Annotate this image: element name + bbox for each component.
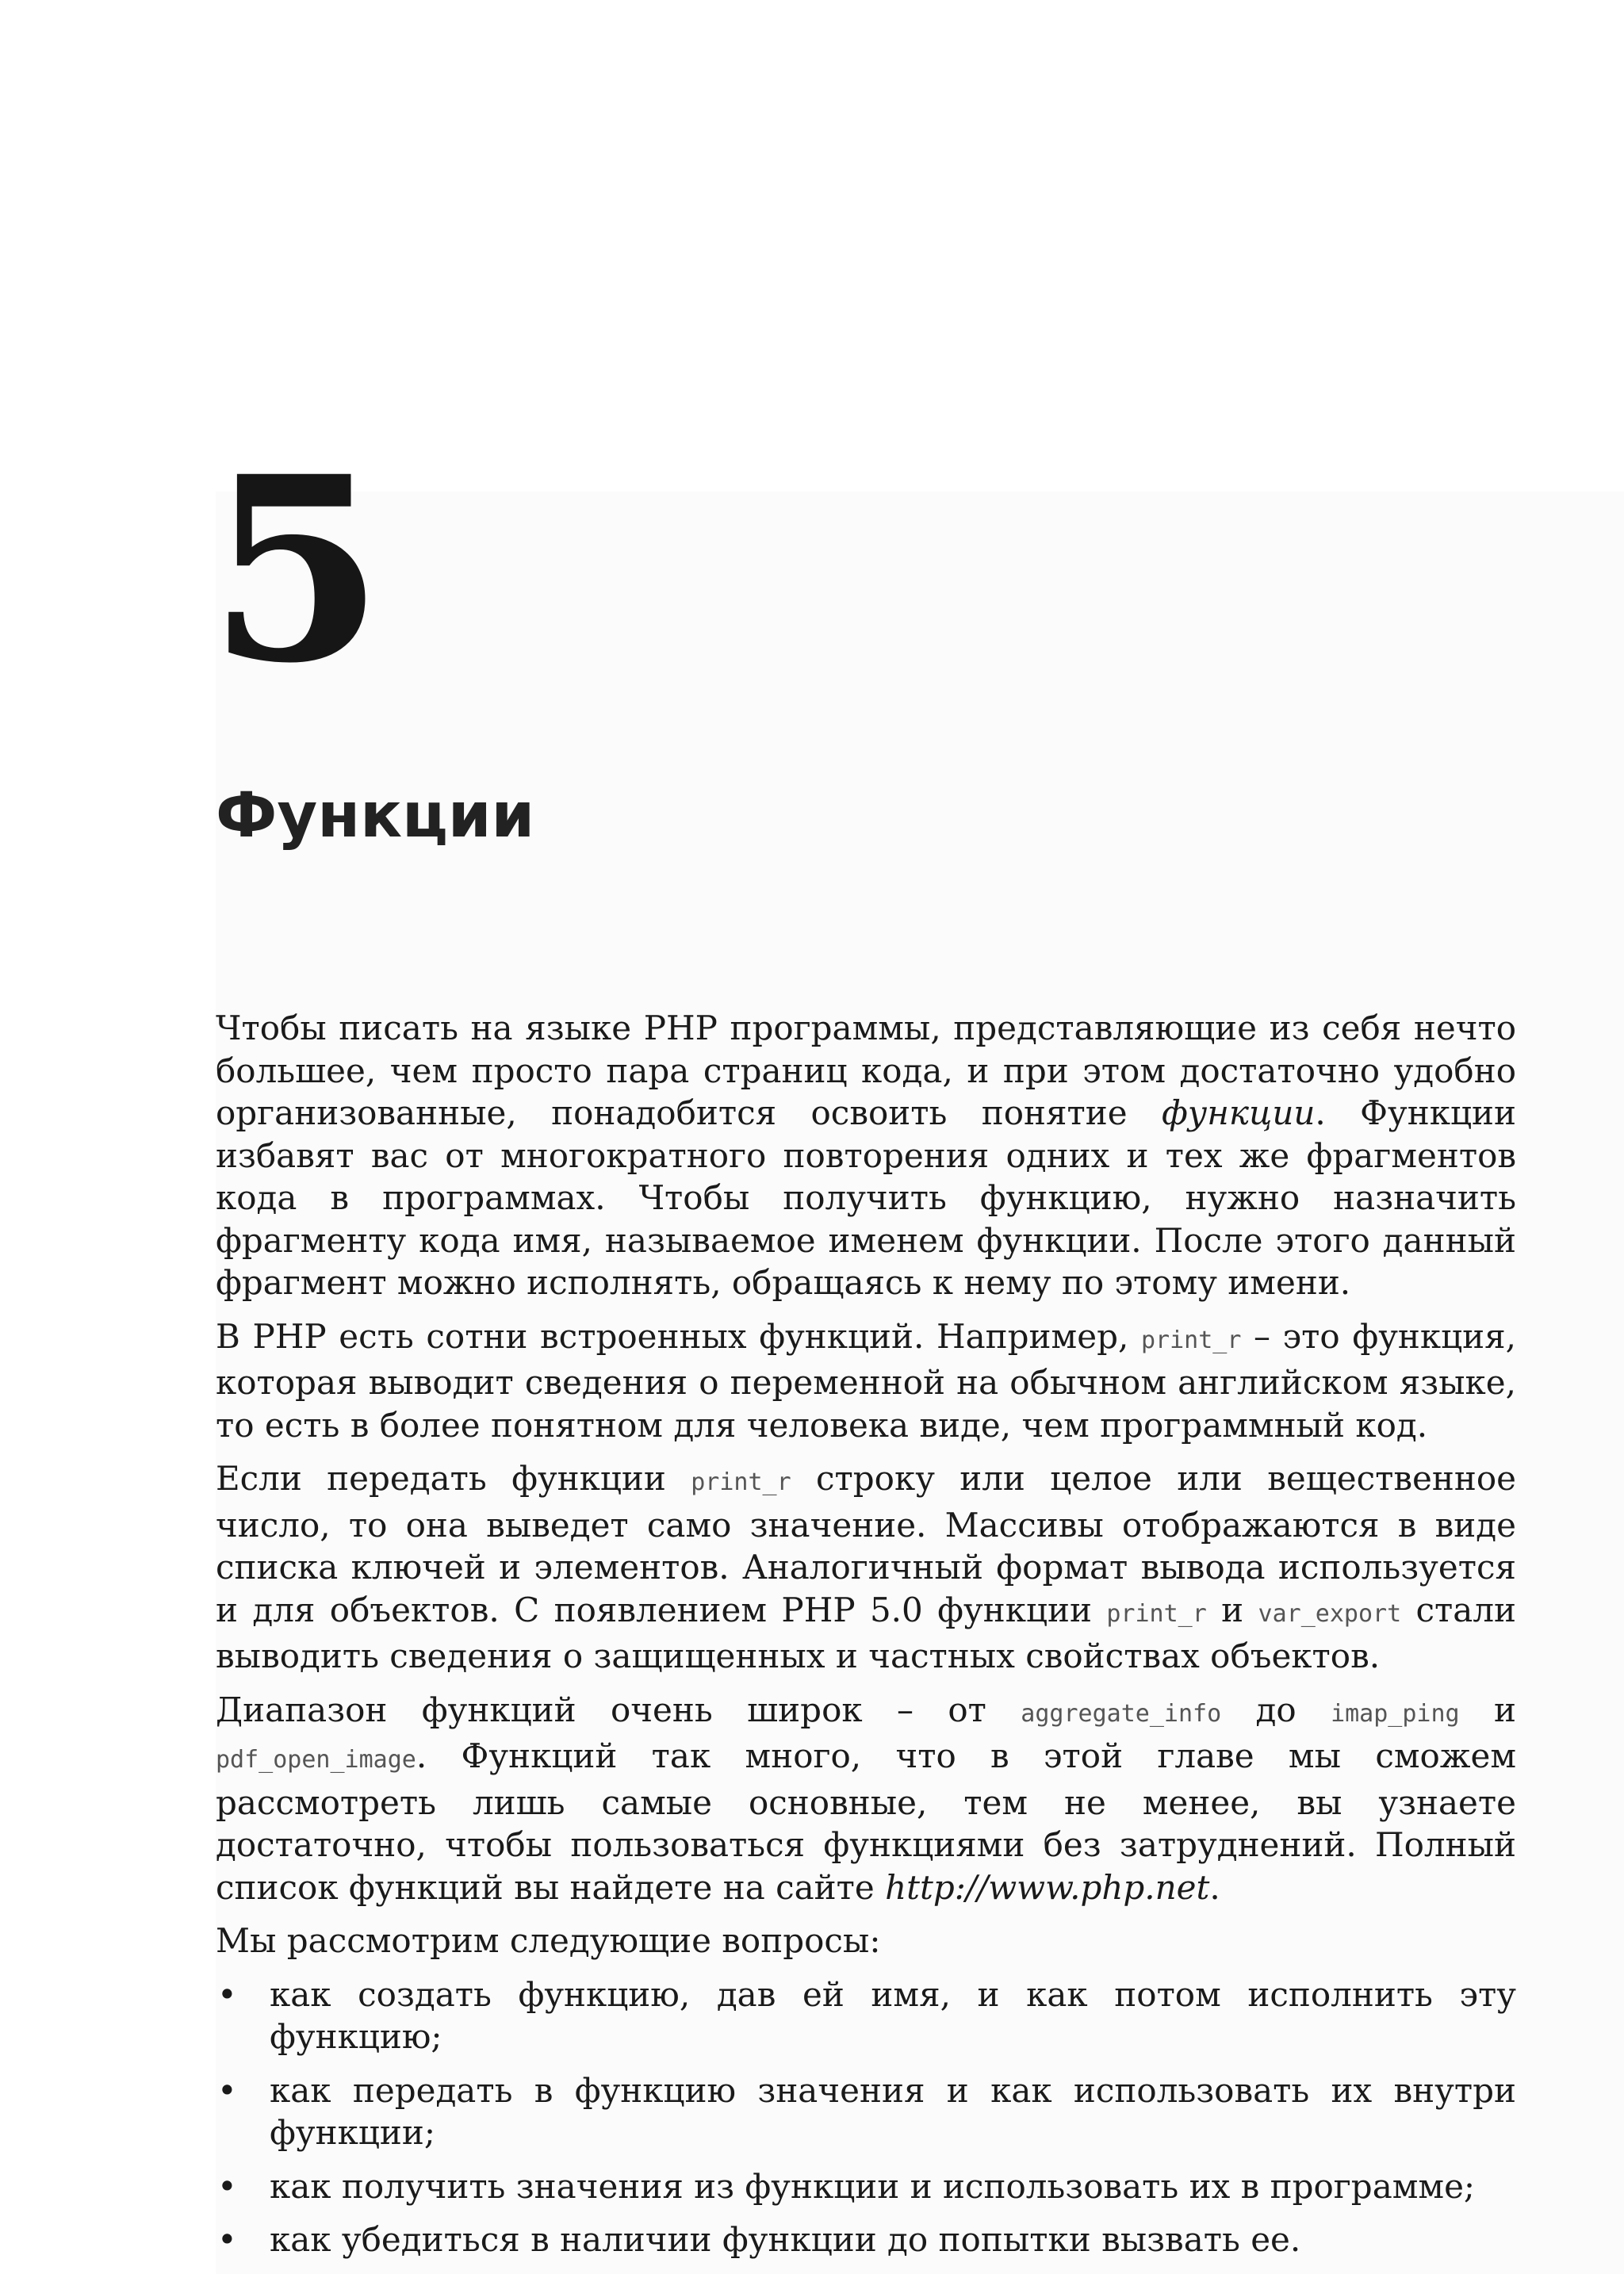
intro-paragraph-4 bbox=[216, 1689, 1516, 1909]
intro-p2-text-a: В PHP есть сотни встроенных функций. Например, bbox=[216, 1316, 1141, 1356]
intro-p4-text-d: . Функций так много, что в этой главе мы сможем рассмотреть лишь самые основные, тем не менее, вы узнаете достаточно, чтобы пользоваться функциями без затруднений. Полный список функций вы найдете на сайте bbox=[216, 1736, 1516, 1907]
list-item bbox=[216, 2069, 1516, 2154]
intro-p3-code-2: print_r bbox=[1106, 1599, 1207, 1628]
bullet-icon: • bbox=[217, 2166, 237, 2206]
list-item-text: как создать функцию, дав ей имя, и как потом исполнить эту функцию; bbox=[270, 1974, 1516, 2056]
intro-paragraph-5: Мы рассмотрим следующие вопросы: bbox=[216, 1921, 881, 1960]
intro-paragraph-3 bbox=[216, 1457, 1516, 1678]
chapter-title: Функции bbox=[216, 780, 535, 852]
intro-p1-term: функции bbox=[1162, 1093, 1316, 1132]
intro-p3-text-d: стали выводить сведения о защищенных и частных свойствах объектов. bbox=[216, 1590, 1516, 1675]
list-item bbox=[216, 2218, 1516, 2261]
intro-p2-code: print_r bbox=[1140, 1326, 1242, 1354]
chapter-intro bbox=[216, 1007, 1516, 2272]
list-item-text: как получить значения из функции и использовать их в программе; bbox=[270, 2166, 1476, 2206]
topics-list bbox=[216, 1973, 1516, 2261]
list-item-text: как передать в функцию значения и как использовать их внутри функции; bbox=[270, 2070, 1516, 2152]
intro-p3-text-b: строку или целое или вещественное число, то она выведет само значение. Массивы отображаются в виде списка ключей и элементов. Аналогичный формат вывода используется и для объектов. С появлением PHP 5.0 функции bbox=[216, 1459, 1516, 1629]
intro-p4-code-1: aggregate_info bbox=[1021, 1699, 1222, 1728]
intro-p3-code-3: var_export bbox=[1258, 1599, 1402, 1628]
intro-paragraph-2 bbox=[216, 1315, 1516, 1447]
bullet-icon: • bbox=[217, 2220, 237, 2259]
list-item bbox=[216, 1973, 1516, 2058]
bullet-icon: • bbox=[217, 2070, 237, 2110]
list-item bbox=[216, 2165, 1516, 2208]
bullet-icon: • bbox=[217, 1974, 237, 2014]
php-net-link[interactable]: http://www.php.net bbox=[885, 1867, 1210, 1907]
intro-p3-text-c: и bbox=[1206, 1590, 1258, 1629]
list-item-text: как убедиться в наличии функции до попытки вызвать ее. bbox=[270, 2220, 1301, 2259]
intro-p3-code-1: print_r bbox=[691, 1468, 791, 1496]
intro-p4-text-c: и bbox=[1459, 1690, 1516, 1729]
intro-p3-text-a: Если передать функции bbox=[216, 1459, 691, 1498]
intro-p2-text-b: – это функция, которая выводит сведения о переменной на обычном английском языке, то есть в более понятном для человека виде, чем программный код. bbox=[216, 1316, 1517, 1445]
intro-p1-text-b: . Функции избавят вас от многократного повторения одних и тех же фрагментов кода в программах. Чтобы получить функцию, нужно назначить фрагменту кода имя, называемое именем функции. После этого данный фрагмент можно исполнять, обращаясь к нему по этому имени. bbox=[216, 1093, 1516, 1302]
intro-p1-text-a: Чтобы писать на языке PHP программы, представляющие из себя нечто большее, чем просто пара страниц кода, и при этом достаточно удобно организованные, понадобится освоить понятие bbox=[216, 1009, 1516, 1132]
intro-p4-text-e: . bbox=[1209, 1867, 1220, 1907]
chapter-number: 5 bbox=[208, 422, 385, 719]
intro-p4-code-2: imap_ping bbox=[1331, 1699, 1460, 1728]
intro-p4-text-a: Диапазон функций очень широк – от bbox=[216, 1690, 1021, 1729]
intro-p4-text-b: до bbox=[1221, 1690, 1331, 1729]
intro-paragraph-1 bbox=[216, 1007, 1516, 1304]
intro-p4-code-3: pdf_open_image bbox=[216, 1746, 416, 1774]
